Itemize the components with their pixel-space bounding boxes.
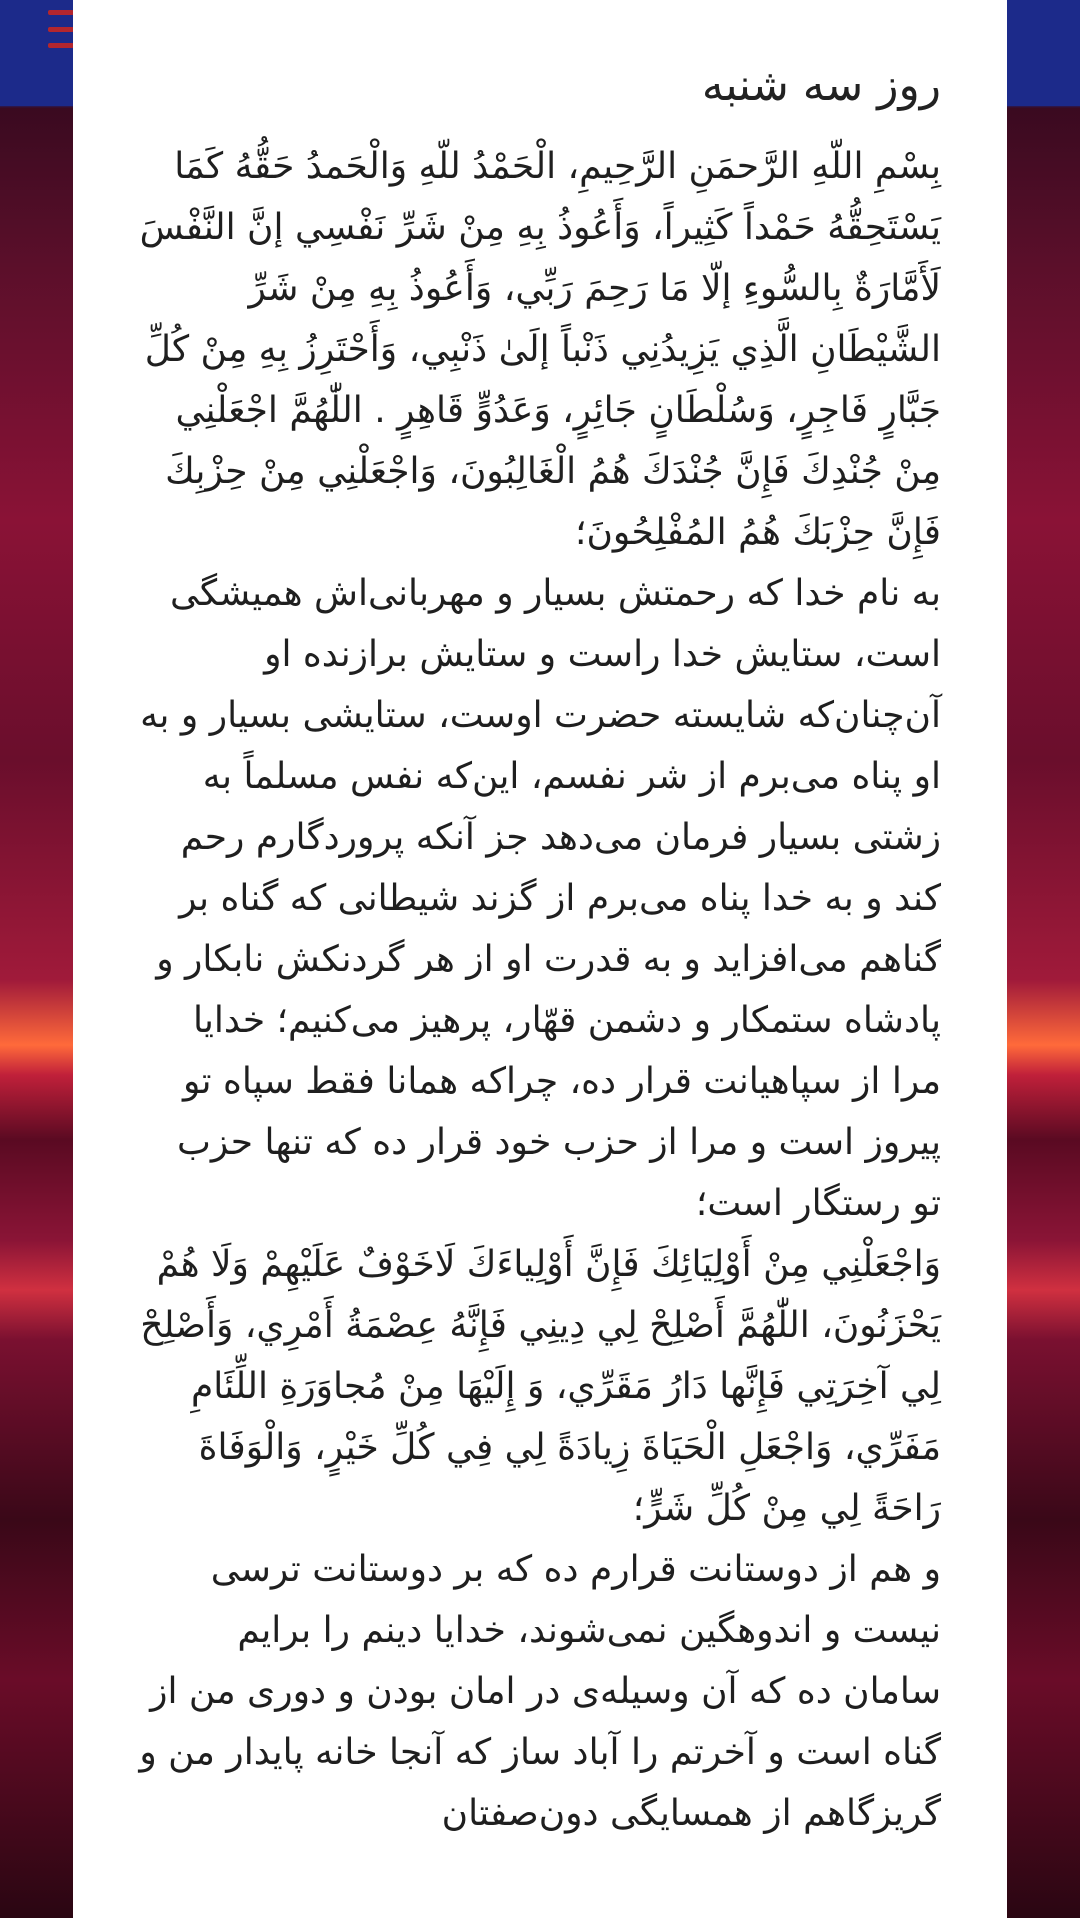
arabic-prayer-paragraph-1: بِسْمِ اللّهِ الرَّحمَنِ الرَّحِيمِ، الْحَمْدُ للّهِ وَالْحَمدُ حَقُّهُ كَمَا يَسْتَحِقُّهُ حَمْداً كَثِيراً، وَأَعُوذُ بِهِ مِنْ شَرِّ نَفْسِي إنَّ النَّفْسَ لَأَمَّارَةٌ بِالسُّوءِ إلّا مَا رَحِمَ رَبِّي، وَأَعُوذُ بِهِ مِنْ شَرِّ الشَّيْطَانِ الَّذِي يَزِيدُنِي ذَنْباً إلَىٰ ذَنْبِي، وَأَحْتَرِزُ بِهِ مِنْ كُلِّ جَبَّارٍ فَاجِرٍ، وَسُلْطَانٍ جَائِرٍ، وَعَدُوٍّ قَاهِرٍ . اللّٰهُمَّ اجْعَلْنِي مِنْ جُنْدِكَ فَإِنَّ جُنْدَكَ هُمُ الْغَالِبُونَ، وَاجْعَلْنِي مِنْ حِزْبِكَ فَإِنَّ حِزْبَكَ هُمُ المُفْلِحُونَ؛ [139,146,941,553]
page-title: روز سه شنبه [701,60,941,111]
arabic-prayer-paragraph-2: وَاجْعَلْنِي مِنْ أَوْلِيَائِكَ فَإِنَّ أَوْلِياءَكَ لَاخَوْفٌ عَلَيْهِمْ وَلَا هُمْ يَحْزَنُونَ، اللّٰهُمَّ أَصْلِحْ لِي دِينِي فَإِنَّهُ عِصْمَةُ أَمْرِي، وَأَصْلِحْ لِي آخِرَتِي فَإِنَّها دَارُ مَقَرِّي، وَ إِلَيْهَا مِنْ مُجاوَرَةِ اللِّئَامِ مَفَرِّي، وَاجْعَلِ الْحَيَاةَ زِيادَةً لِي فِي كُلِّ خَيْرٍ، وَالْوَفَاةَ رَاحَةً لِي مِنْ كُلِّ شَرٍّ؛ [140,1244,941,1529]
content-card [73,0,1007,1918]
menu-icon[interactable] [48,10,74,48]
persian-translation-paragraph-1: به نام خدا که رحمتش بسیار و مهربانی‌اش همیشگی است، ستایش خدا راست و ستایش برازنده او آن‌چنان‌که شایسته حضرت اوست، ستایشی بسیار و به او پناه می‌برم از شر نفسم، این‌که نفس مسلماً به زشتی بسیار فرمان می‌دهد جز آنکه پروردگارم رحم کند و به خدا پناه می‌برم از گزند شیطانی که گناه بر گناهم می‌افزاید و به قدرت او از هر گردنکش نابکار و پادشاه ستمکار و دشمن قهّار، پرهیز می‌کنیم؛ خدایا مرا از سپاهیانت قرار ده، چراکه همانا فقط سپاه تو پیروز است و مرا از حزب خود قرار ده که تنها حزب تو رستگار است؛ [140,573,941,1224]
persian-translation-paragraph-2: و هم از دوستانت قرارم ده که بر دوستانت ترسی نیست و اندوهگین نمی‌شوند، خدایا دینم را برایم سامان ده که آن وسیله‌ی در امان بودن و دوری من از گناه است و آخرتم را آباد ساز که آنجا خانه پایدار من و گریزگاهم از همسایگی دون‌صفتان [139,1549,941,1834]
